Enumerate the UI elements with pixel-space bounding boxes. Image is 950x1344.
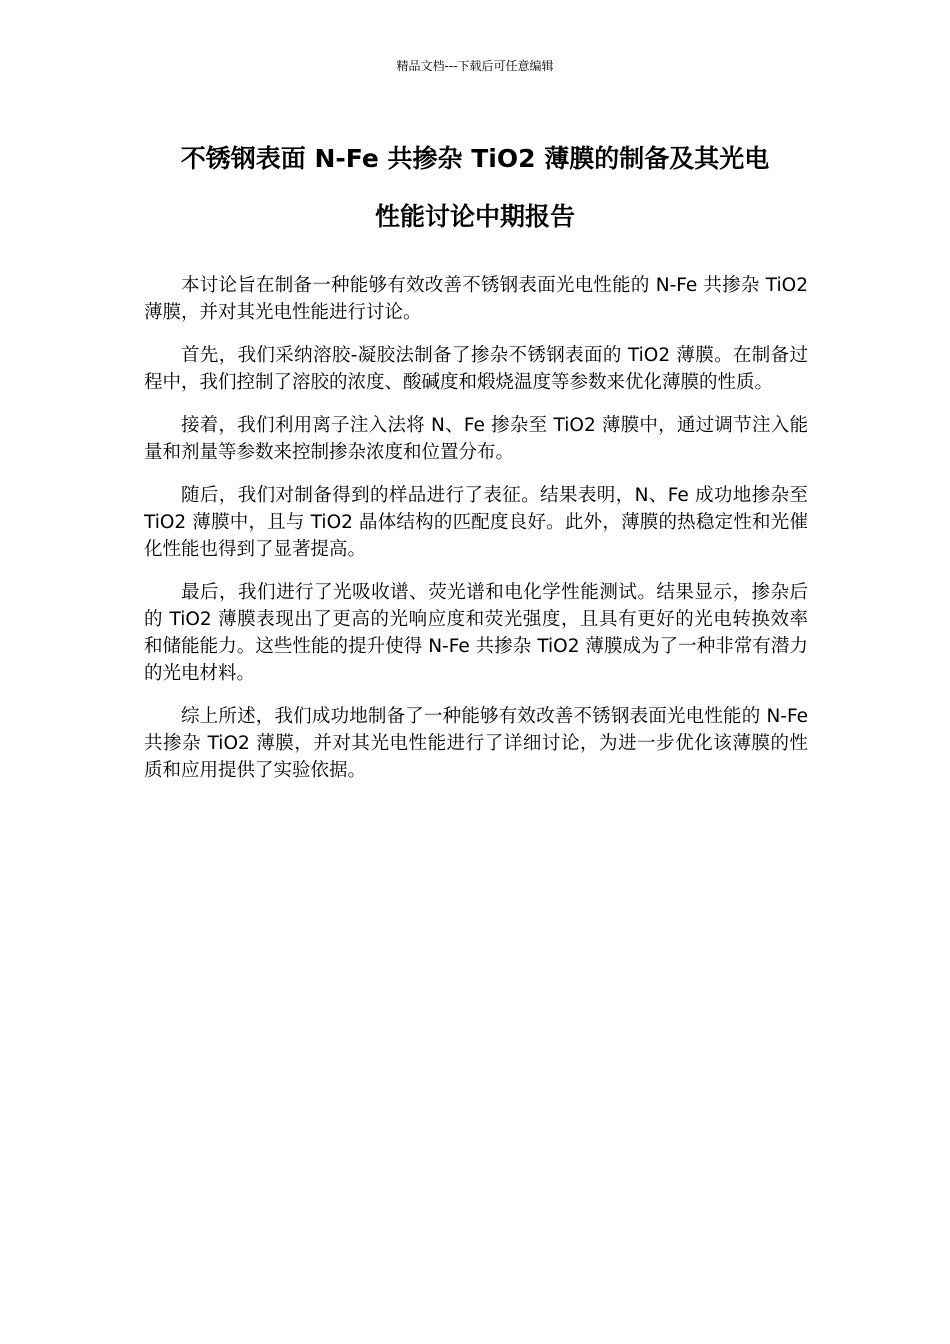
header-note: 精品文档---下载后可任意编辑 [396, 59, 554, 73]
paragraph-sol-gel-method: 首先，我们采纳溶胶-凝胶法制备了掺杂不锈钢表面的 TiO2 薄膜。在制备过程中，我们控制了溶胶的浓度、酸碱度和煅烧温度等参数来优化薄膜的性质。 [144, 345, 808, 393]
paragraph-ion-implantation: 接着，我们利用离子注入法将 N、Fe 掺杂至 TiO2 薄膜中，通过调节注入能量和剂量等参数来控制掺杂浓度和位置分布。 [144, 415, 808, 463]
paragraph-intro: 本讨论旨在制备一种能够有效改善不锈钢表面光电性能的 N-Fe 共掺杂 TiO2 薄膜，并对其光电性能进行讨论。 [144, 275, 808, 323]
paragraph-characterization: 随后，我们对制备得到的样品进行了表征。结果表明，N、Fe 成功地掺杂至 TiO2 薄膜中，且与 TiO2 晶体结构的匹配度良好。此外，薄膜的热稳定性和光催化性能也得到了显著提高。 [144, 485, 808, 560]
paragraph-conclusion: 综上所述，我们成功地制备了一种能够有效改善不锈钢表面光电性能的 N-Fe 共掺杂 TiO2 薄膜，并对其光电性能进行了详细讨论，为进一步优化该薄膜的性质和应用提供了实验依据。 [144, 706, 808, 781]
paragraph-performance-tests: 最后，我们进行了光吸收谱、荧光谱和电化学性能测试。结果显示，掺杂后的 TiO2 薄膜表现出了更高的光响应度和荧光强度，且具有更好的光电转换效率和储能能力。这些性能的提升使得 N-Fe 共掺杂 TiO2 薄膜成为了一种非常有潜力的光电材料。 [144, 582, 808, 684]
document-title [140, 130, 810, 246]
title-line-1: 不锈钢表面 N-Fe 共掺杂 TiO2 薄膜的制备及其光电 [180, 144, 770, 173]
title-line-2: 性能讨论中期报告 [374, 202, 575, 231]
body-text [144, 272, 808, 800]
